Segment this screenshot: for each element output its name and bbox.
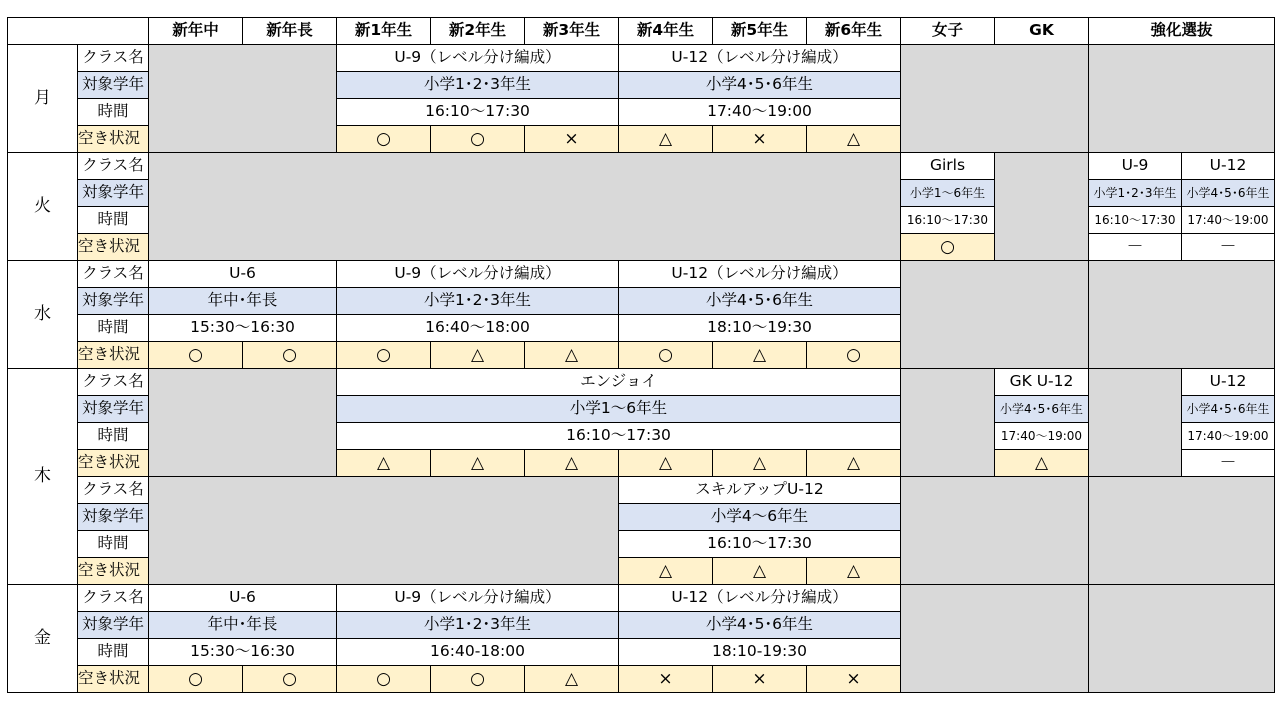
empty-cell xyxy=(901,45,1089,153)
row-label: クラス名 xyxy=(78,45,149,72)
class-name: U-6 xyxy=(149,261,337,288)
col-header: GK xyxy=(995,18,1089,45)
class-time: 16:10～17:30 xyxy=(619,531,901,558)
empty-cell xyxy=(901,477,1089,585)
class-grade: 小学4･5･6年生 xyxy=(619,612,901,639)
row-label: 対象学年 xyxy=(78,180,149,207)
table-row xyxy=(8,153,1275,180)
row-label: 時間 xyxy=(78,315,149,342)
empty-cell xyxy=(149,477,619,585)
col-header: 新6年生 xyxy=(807,18,901,45)
row-label: 空き状況 xyxy=(78,558,149,585)
corner-cell xyxy=(8,18,149,45)
availability-mark: ○ xyxy=(431,126,525,153)
empty-cell xyxy=(995,153,1089,261)
availability-mark: △ xyxy=(619,558,713,585)
availability-mark: ○ xyxy=(431,666,525,693)
class-grade: 年中･年長 xyxy=(149,288,337,315)
availability-mark: △ xyxy=(431,450,525,477)
class-time: 17:40～19:00 xyxy=(995,423,1089,450)
row-label: 対象学年 xyxy=(78,72,149,99)
class-grade: 小学4･5･6年生 xyxy=(619,288,901,315)
row-label: 対象学年 xyxy=(78,288,149,315)
availability-mark: △ xyxy=(525,450,619,477)
class-grade: 小学4･5･6年生 xyxy=(1182,180,1275,207)
availability-mark: △ xyxy=(713,450,807,477)
empty-cell xyxy=(1089,369,1182,477)
row-label: 時間 xyxy=(78,639,149,666)
availability-mark: △ xyxy=(807,558,901,585)
class-grade: 小学4･5･6年生 xyxy=(619,72,901,99)
class-name: Girls xyxy=(901,153,995,180)
col-header: 女子 xyxy=(901,18,995,45)
class-name: U-12（レベル分け編成） xyxy=(619,261,901,288)
availability-mark: ○ xyxy=(337,126,431,153)
table-row xyxy=(8,369,1275,396)
row-label: クラス名 xyxy=(78,261,149,288)
availability-mark: × xyxy=(619,666,713,693)
availability-mark: ○ xyxy=(807,342,901,369)
class-name: U-12（レベル分け編成） xyxy=(619,585,901,612)
table-row xyxy=(8,585,1275,612)
class-time: 17:40～19:00 xyxy=(1182,423,1275,450)
day-label: 水 xyxy=(8,261,78,369)
availability-mark: × xyxy=(713,666,807,693)
row-label: 空き状況 xyxy=(78,234,149,261)
day-label: 火 xyxy=(8,153,78,261)
table-row xyxy=(8,477,1275,504)
col-header: 新1年生 xyxy=(337,18,431,45)
availability-mark: △ xyxy=(431,342,525,369)
availability-mark: △ xyxy=(619,126,713,153)
class-name: GK U-12 xyxy=(995,369,1089,396)
availability-mark: △ xyxy=(807,450,901,477)
availability-mark: △ xyxy=(713,342,807,369)
row-label: 空き状況 xyxy=(78,126,149,153)
empty-cell xyxy=(1089,261,1275,369)
empty-cell xyxy=(1089,477,1275,585)
row-label: 時間 xyxy=(78,531,149,558)
class-name: スキルアップU-12 xyxy=(619,477,901,504)
class-grade: 小学4･5･6年生 xyxy=(995,396,1089,423)
class-time: 16:10～17:30 xyxy=(337,423,901,450)
availability-mark: × xyxy=(807,666,901,693)
class-grade: 小学4･5･6年生 xyxy=(1182,396,1275,423)
availability-mark: － xyxy=(1089,234,1182,261)
row-label: クラス名 xyxy=(78,585,149,612)
col-header: 新年長 xyxy=(243,18,337,45)
availability-mark: ○ xyxy=(149,342,243,369)
col-header: 新4年生 xyxy=(619,18,713,45)
row-label: 空き状況 xyxy=(78,666,149,693)
col-header: 新年中 xyxy=(149,18,243,45)
availability-mark: － xyxy=(1182,450,1275,477)
class-time: 16:10～17:30 xyxy=(337,99,619,126)
row-label: 時間 xyxy=(78,207,149,234)
availability-mark: ○ xyxy=(149,666,243,693)
empty-cell xyxy=(149,369,337,477)
availability-mark: △ xyxy=(525,342,619,369)
availability-mark: △ xyxy=(995,450,1089,477)
class-time: 15:30～16:30 xyxy=(149,639,337,666)
day-label: 金 xyxy=(8,585,78,693)
class-name: U-6 xyxy=(149,585,337,612)
header-row xyxy=(8,18,1275,45)
class-time: 17:40～19:00 xyxy=(1182,207,1275,234)
availability-mark: ○ xyxy=(243,666,337,693)
class-time: 15:30～16:30 xyxy=(149,315,337,342)
table-row xyxy=(8,261,1275,288)
class-time: 16:40-18:00 xyxy=(337,639,619,666)
availability-mark: ○ xyxy=(337,342,431,369)
col-header: 新2年生 xyxy=(431,18,525,45)
row-label: 時間 xyxy=(78,99,149,126)
row-label: 対象学年 xyxy=(78,612,149,639)
row-label: 対象学年 xyxy=(78,396,149,423)
empty-cell xyxy=(1089,585,1275,693)
empty-cell xyxy=(1089,45,1275,153)
availability-mark: ○ xyxy=(619,342,713,369)
class-time: 16:10～17:30 xyxy=(1089,207,1182,234)
availability-mark: △ xyxy=(619,450,713,477)
row-label: クラス名 xyxy=(78,153,149,180)
day-label: 木 xyxy=(8,369,78,585)
class-name: エンジョイ xyxy=(337,369,901,396)
class-grade: 小学1～6年生 xyxy=(337,396,901,423)
row-label: 空き状況 xyxy=(78,342,149,369)
empty-cell xyxy=(901,261,1089,369)
class-name: U-9（レベル分け編成） xyxy=(337,585,619,612)
class-name: U-9（レベル分け編成） xyxy=(337,45,619,72)
class-grade: 小学4～6年生 xyxy=(619,504,901,531)
class-name: U-12 xyxy=(1182,369,1275,396)
class-grade: 小学1･2･3年生 xyxy=(1089,180,1182,207)
availability-mark: △ xyxy=(525,666,619,693)
empty-cell xyxy=(901,585,1089,693)
empty-cell xyxy=(149,45,337,153)
table-row xyxy=(8,45,1275,72)
availability-mark: － xyxy=(1182,234,1275,261)
empty-cell xyxy=(149,153,901,261)
availability-mark: △ xyxy=(337,450,431,477)
class-grade: 小学1～6年生 xyxy=(901,180,995,207)
class-time: 17:40～19:00 xyxy=(619,99,901,126)
availability-mark: × xyxy=(525,126,619,153)
empty-cell xyxy=(901,369,995,477)
availability-mark: ○ xyxy=(337,666,431,693)
availability-mark: △ xyxy=(807,126,901,153)
row-label: クラス名 xyxy=(78,477,149,504)
availability-mark: × xyxy=(713,126,807,153)
row-label: クラス名 xyxy=(78,369,149,396)
row-label: 対象学年 xyxy=(78,504,149,531)
class-name: U-12 xyxy=(1182,153,1275,180)
class-grade: 年中･年長 xyxy=(149,612,337,639)
availability-mark: ○ xyxy=(243,342,337,369)
class-name: U-9（レベル分け編成） xyxy=(337,261,619,288)
class-name: U-12（レベル分け編成） xyxy=(619,45,901,72)
day-label: 月 xyxy=(8,45,78,153)
availability-mark: △ xyxy=(713,558,807,585)
availability-mark: ○ xyxy=(901,234,995,261)
schedule-table xyxy=(7,17,1275,693)
row-label: 空き状況 xyxy=(78,450,149,477)
col-header: 新3年生 xyxy=(525,18,619,45)
col-header: 強化選抜 xyxy=(1089,18,1275,45)
row-label: 時間 xyxy=(78,423,149,450)
class-time: 16:40～18:00 xyxy=(337,315,619,342)
col-header: 新5年生 xyxy=(713,18,807,45)
class-time: 18:10-19:30 xyxy=(619,639,901,666)
class-time: 18:10～19:30 xyxy=(619,315,901,342)
class-grade: 小学1･2･3年生 xyxy=(337,72,619,99)
class-name: U-9 xyxy=(1089,153,1182,180)
class-grade: 小学1･2･3年生 xyxy=(337,288,619,315)
class-grade: 小学1･2･3年生 xyxy=(337,612,619,639)
class-time: 16:10～17:30 xyxy=(901,207,995,234)
